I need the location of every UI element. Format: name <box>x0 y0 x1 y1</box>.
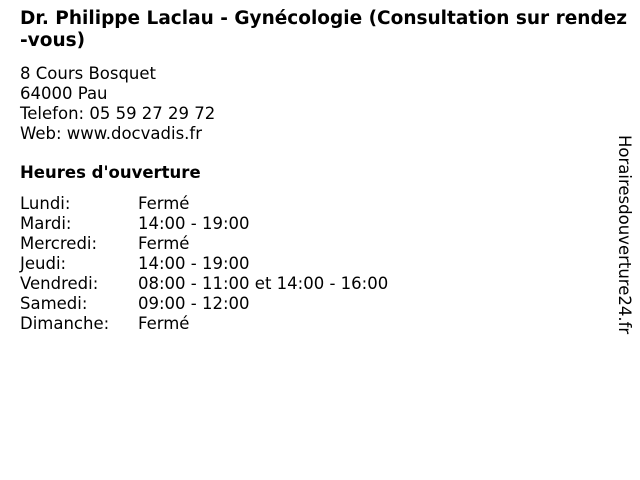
address-city: 64000 Pau <box>20 84 108 103</box>
address-phone: Telefon: 05 59 27 29 72 <box>20 104 216 123</box>
hours-day: Samedi: <box>20 294 88 313</box>
hours-day: Dimanche: <box>20 314 110 333</box>
hours-time: Fermé <box>138 314 190 333</box>
hours-row-vendredi <box>20 274 388 294</box>
hours-heading: Heures d'ouverture <box>20 163 201 182</box>
hours-row-samedi <box>20 294 388 314</box>
address-block <box>20 64 215 144</box>
hours-time: Fermé <box>138 194 190 213</box>
hours-day: Jeudi: <box>20 254 67 273</box>
address-street: 8 Cours Bosquet <box>20 64 157 83</box>
hours-day: Mardi: <box>20 214 72 233</box>
hours-day: Lundi: <box>20 194 71 213</box>
site-watermark: Horairesdouverture24.fr <box>615 135 634 335</box>
hours-time: 14:00 - 19:00 <box>138 214 250 233</box>
address-web: Web: www.docvadis.fr <box>20 124 202 143</box>
hours-row-dimanche <box>20 314 388 334</box>
hours-time: 09:00 - 12:00 <box>138 294 250 313</box>
hours-time: 08:00 - 11:00 et 14:00 - 16:00 <box>138 274 389 293</box>
hours-day: Vendredi: <box>20 274 99 293</box>
hours-table <box>20 194 388 334</box>
hours-time: Fermé <box>138 234 190 253</box>
hours-row-mardi <box>20 214 388 234</box>
hours-time: 14:00 - 19:00 <box>138 254 250 273</box>
page-title: Dr. Philippe Laclau - Gynécologie (Consultation sur rendez-vous) <box>20 8 628 51</box>
hours-row-mercredi <box>20 234 388 254</box>
hours-day: Mercredi: <box>20 234 98 253</box>
hours-row-lundi <box>20 194 388 214</box>
hours-row-jeudi <box>20 254 388 274</box>
